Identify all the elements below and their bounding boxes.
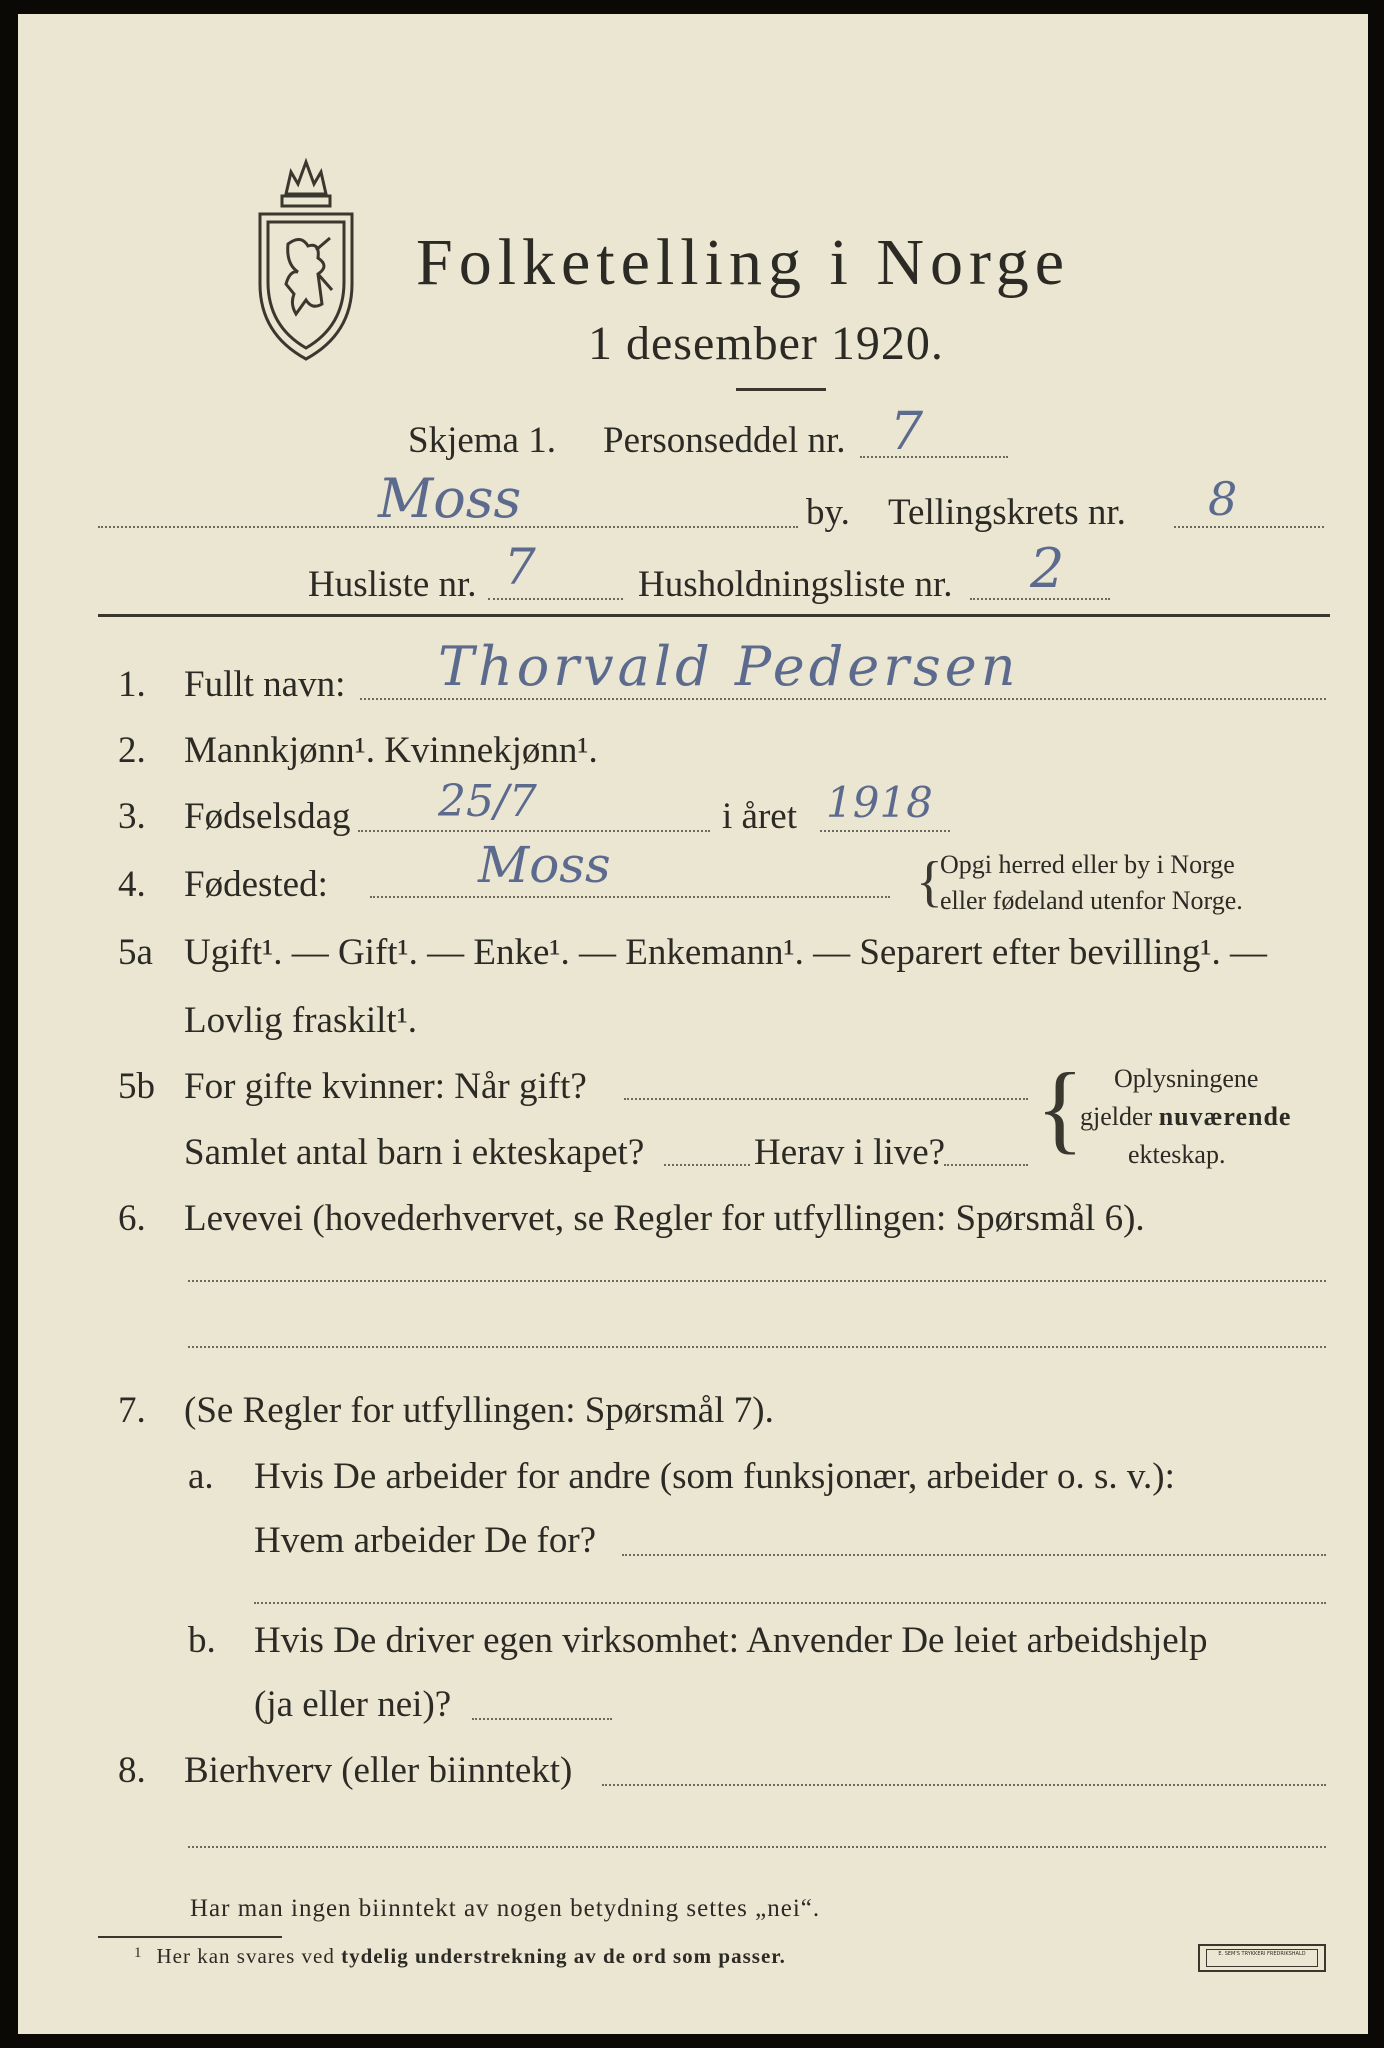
q4-note-brace: { [916,851,943,913]
norwegian-coat-of-arms-emblem [246,154,366,366]
footnote-divider [98,1936,282,1938]
q4-note-line2: eller fødeland utenfor Norge. [940,886,1243,915]
q7a-extra-line [254,1602,1326,1604]
q5b-note-brace: { [1036,1052,1084,1163]
footnote [134,1946,786,1967]
q5b-note-line2 [1080,1104,1291,1130]
footnote-text: Her kan svares ved [156,1944,342,1968]
q3-label: Fødselsdag [184,796,351,837]
q4-line [370,896,890,898]
q5b-married-line [624,1098,1028,1100]
printer-stamp [1198,1944,1326,1972]
q7b-line [472,1718,612,1720]
q6-line-1 [188,1280,1326,1282]
census-date: 1 desember 1920. [588,317,944,370]
q7-number: 7. [118,1390,146,1431]
footnote-number: 1 [134,1945,143,1961]
q5b-note-line1: Oplysningene [1114,1064,1259,1093]
q2-label: Mannkjønn¹. Kvinnekjønn¹. [184,730,598,771]
tellingskrets-value: 8 [1208,472,1238,526]
q2-number: 2. [118,730,146,771]
q3-value: 25/7 [438,776,537,827]
q1-label: Fullt navn: [184,664,346,705]
q1-value: Thorvald Pedersen [438,635,1020,698]
personseddel-line [860,456,1008,458]
q8-label: Bierhverv (eller biinntekt) [184,1750,573,1791]
q7b-line2: (ja eller nei)? [254,1684,452,1725]
husliste-label: Husliste nr. [308,564,477,605]
skjema-label: Skjema 1. [408,420,556,461]
q5b-children-line [664,1164,750,1166]
q5b-alive-label: Herav i live? [754,1132,946,1173]
q1-line [360,698,1326,700]
q8-line [602,1784,1326,1786]
q3-date-line [358,830,710,832]
q7b-line1: Hvis De driver egen virksomhet: Anvender De leiet arbeidshjelp [254,1620,1208,1661]
personseddel-value: 7 [890,402,924,462]
q5a-line2: Lovlig fraskilt¹. [184,1000,418,1041]
q3-year-label: i året [722,796,797,837]
q7a-line1: Hvis De arbeider for andre (som funksjonær, arbeider o. s. v.): [254,1456,1175,1497]
husliste-line [488,598,623,600]
q5a-line1: Ugift¹. — Gift¹. — Enke¹. — Enkemann¹. — Separert efter bevilling¹. — [184,932,1267,973]
q6-line-2 [188,1346,1326,1348]
q5b-note-nuvaerende: nuværende [1158,1102,1292,1131]
q7a-line [622,1554,1326,1556]
tellingskrets-label: Tellingskrets nr. [888,492,1126,533]
q6-number: 6. [118,1198,146,1239]
q8-extra-line [188,1846,1326,1848]
personseddel-label: Personseddel nr. [603,420,846,461]
q7a-letter: a. [188,1456,214,1497]
q6-label: Levevei (hovederhvervet, se Regler for utfyllingen: Spørsmål 6). [184,1198,1145,1239]
q5b-number: 5b [118,1066,155,1107]
husholdningsliste-label: Husholdningsliste nr. [638,564,953,605]
q1-number: 1. [118,664,146,705]
husholdningsliste-value: 2 [1030,537,1065,600]
footnote-text-bold: tydelig understrekning av de ord som passer. [341,1944,786,1968]
by-label: by. [806,492,850,533]
q5b-children-label: Samlet antal barn i ekteskapet? [184,1132,645,1173]
income-note: Har man ingen biinntekt av nogen betydning settes „nei“. [190,1895,821,1922]
q5b-line1: For gifte kvinner: Når gift? [184,1066,587,1107]
q7-label: (Se Regler for utfyllingen: Spørsmål 7). [184,1390,774,1431]
q3-year-value: 1918 [826,778,933,827]
printer-stamp-text: E. SEM'S TRYKKERI FREDRIKSHALD [1206,1949,1318,1967]
q4-number: 4. [118,864,146,905]
q3-year-line [820,830,950,832]
q5b-alive-line [944,1164,1028,1166]
q5b-note-gjelder: gjelder [1080,1102,1159,1131]
tellingskrets-line [1174,526,1324,528]
q4-label: Fødested: [184,864,328,905]
header-divider [98,614,1330,617]
q4-note-line1: Opgi herred eller by i Norge [940,850,1235,879]
form-title: Folketelling i Norge [416,226,1071,299]
q4-value: Moss [478,836,611,894]
husliste-value: 7 [504,538,536,596]
by-value: Moss [378,467,522,530]
q5b-note-line3: ekteskap. [1128,1140,1226,1169]
census-form [18,14,1368,2034]
q7a-line2: Hvem arbeider De for? [254,1520,597,1561]
q7b-letter: b. [188,1620,216,1661]
q8-number: 8. [118,1750,146,1791]
q3-number: 3. [118,796,146,837]
q5a-number: 5a [118,932,153,973]
title-divider [736,388,826,391]
